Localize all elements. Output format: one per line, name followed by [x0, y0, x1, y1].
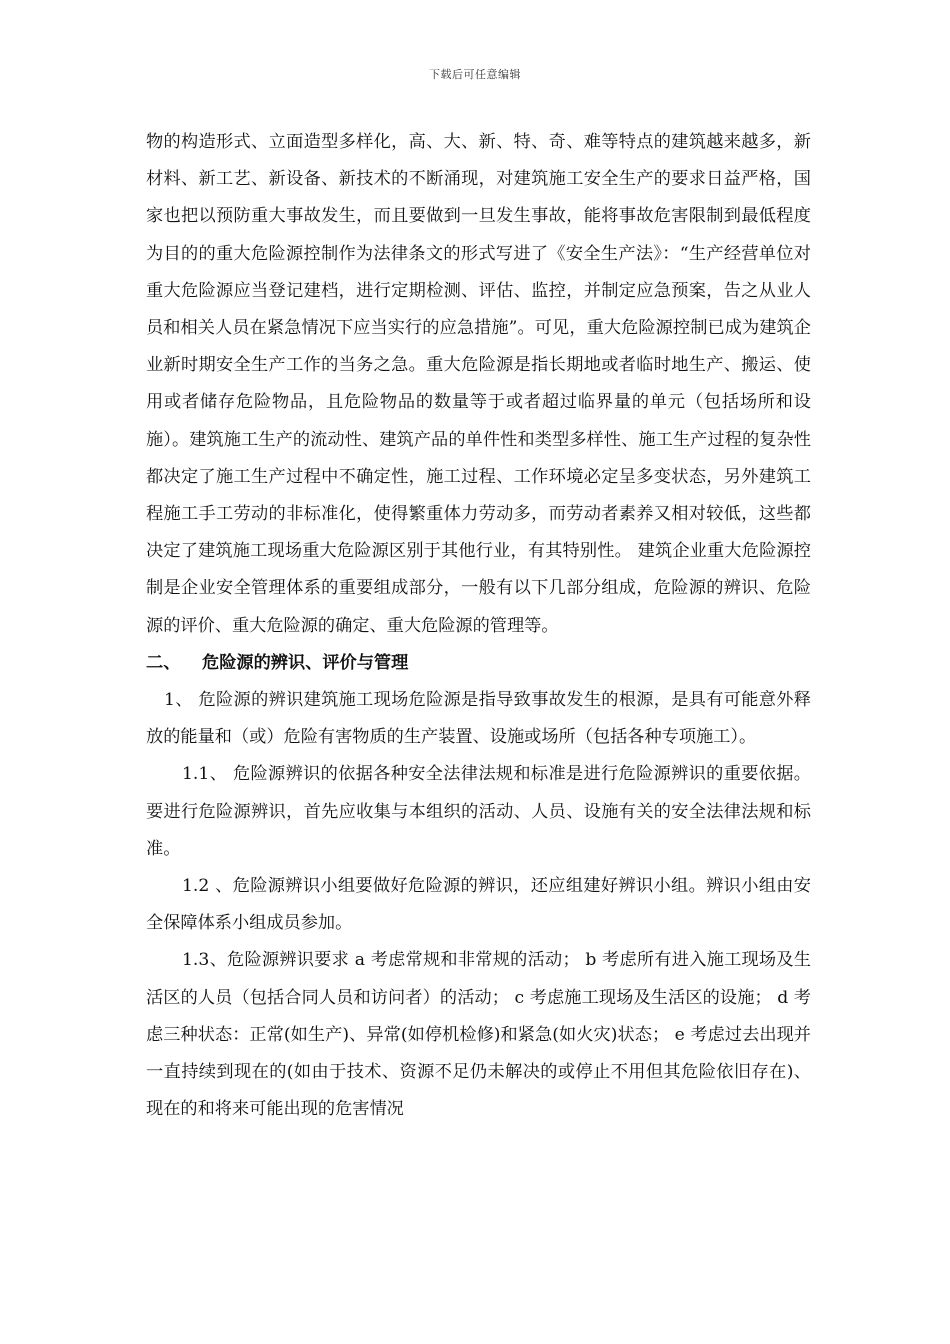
item-1-paragraph: 1、 危险源的辨识建筑施工现场危险源是指导致事故发生的根源，是具有可能意外释放的能量和（或）危险有害物质的生产装置、设施或场所（包括各种专项施工）。 [146, 690, 811, 748]
item-1-2-paragraph: 1.2 、危险源辨识小组要做好危险源的辨识，还应组建好辨识小组。辨识小组由安全保障体系小组成员参加。 [146, 876, 811, 934]
page-header-note: 下载后可任意编辑 [429, 68, 521, 81]
section-title: 危险源的辨识、评价与管理 [202, 652, 409, 673]
section-number: 二、 [146, 652, 181, 673]
intro-paragraph: 物的构造形式、立面造型多样化，高、大、新、特、奇、难等特点的建筑越来越多，新材料、新工艺、新设备、新技术的不断涌现，对建筑施工安全生产的要求日益严格，国家也把以预防重大事故发生，而且要做到一旦发生事故，能将事故危害限制到最低程度为目的的重大危险源控制作为法律条文的形式写进了《安全生产法》：“生产经营单位对重大危险源应当登记建档，进行定期检测、评估、监控，并制定应急预案，告之从业人员和相关人员在紧急情况下应当实行的应急措施”。可见，重大危险源控制已成为建筑企业新时期安全生产工作的当务之急。重大危险源是指长期地或者临时地生产、搬运、使用或者储存危险物品，且危险物品的数量等于或者超过临界量的单元（包括场所和设施）。建筑施工生产的流动性、建筑产品的单件性和类型多样性、施工生产过程的复杂性都决定了施工生产过程中不确定性，施工过程、工作环境必定呈多变状态，另外建筑工程施工手工劳动的非标准化，使得繁重体力劳动多，而劳动者素养又相对较低，这些都决定了建筑施工现场重大危险源区别于其他行业，有其特别性。 建筑企业重大危险源控制是企业安全管理体系的重要组成部分，一般有以下几部分组成，危险源的辨识、危险源的评价、重大危险源的确定、重大危险源的管理等。 [146, 132, 811, 636]
item-1-3-paragraph: 1.3、危险源辨识要求 a 考虑常规和非常规的活动； b 考虑所有进入施工现场及生活区的人员（包括合同人员和访问者）的活动； c 考虑施工现场及生活区的设施； d 考虑三种状态：正常(如生产)、异常(如停机检修)和紧急(如火灾)状态； e 考虑过去出现并一直持续到现在的(如由于技术、资源不足仍未解决的或停止不用但其危险依旧存在)、现在的和将来可能出现的危害情况 [146, 950, 811, 1120]
document-body [146, 124, 811, 1128]
item-1-1-paragraph: 1.1、 危险源辨识的依据各种安全法律法规和标准是进行危险源辨识的重要依据。要进行危险源辨识，首先应收集与本组织的活动、人员、设施有关的安全法律法规和标准。 [146, 764, 811, 859]
section-heading [146, 645, 811, 682]
